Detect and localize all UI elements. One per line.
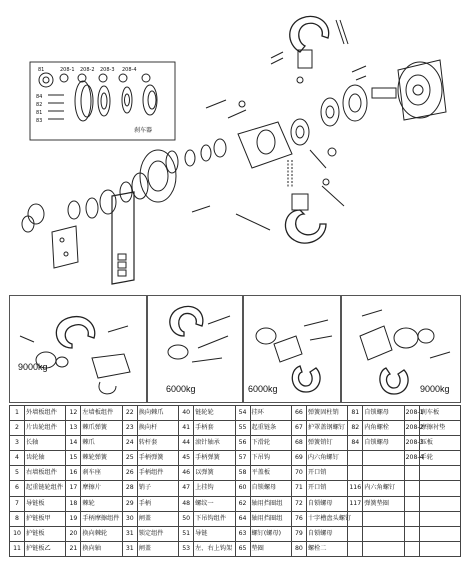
part-number-cell: 1 (10, 406, 25, 421)
part-number-cell (404, 511, 419, 526)
part-number-cell: 55 (235, 421, 250, 436)
part-name-cell: 轴用挡圈组 (250, 496, 291, 511)
part-number-cell: 8 (10, 511, 25, 526)
part-number-cell (348, 466, 363, 481)
svg-text:208-4: 208-4 (122, 67, 137, 73)
part-number-cell: 15 (66, 451, 81, 466)
part-name-cell: 换向轴 (81, 541, 122, 556)
part-name-cell: 手柄套 (194, 421, 235, 436)
part-name-cell: 挂环 (250, 406, 291, 421)
part-name-cell: 链轮轮 (194, 406, 235, 421)
part-name-cell (363, 511, 404, 526)
part-number-cell: 66 (291, 406, 306, 421)
part-name-cell: 内六角螺钉 (363, 481, 404, 496)
svg-text:81: 81 (38, 67, 45, 73)
part-number-cell: 72 (291, 496, 306, 511)
part-name-cell: 刹车座 (81, 466, 122, 481)
part-number-cell (404, 466, 419, 481)
svg-text:208-1: 208-1 (60, 67, 75, 73)
part-number-cell: 208-1 (404, 406, 419, 421)
table-row (10, 466, 461, 481)
part-name-cell: 螺纹一 (194, 496, 235, 511)
part-number-cell: 5 (10, 466, 25, 481)
part-name-cell: 滚针轴承 (194, 436, 235, 451)
part-name-cell: 护链板甲 (25, 511, 66, 526)
part-name-cell: 左墙板组件 (81, 406, 122, 421)
part-number-cell: 44 (179, 436, 194, 451)
part-name-cell: 起重链轮组件 (25, 481, 66, 496)
part-number-cell (404, 526, 419, 541)
part-number-cell: 41 (179, 421, 194, 436)
part-name-cell: 手柄弹簧 (194, 451, 235, 466)
part-name-cell (363, 451, 404, 466)
table-row (10, 421, 461, 436)
part-name-cell: 垫圈 (250, 541, 291, 556)
svg-text:208-3: 208-3 (100, 67, 115, 73)
part-name-cell: 摩擦衬垫 (419, 421, 460, 436)
part-name-cell: 自锁螺母 (363, 406, 404, 421)
part-number-cell: 208-2 (404, 421, 419, 436)
part-name-cell: 护罩盖钢螺钉 (306, 421, 347, 436)
part-number-cell: 57 (235, 451, 250, 466)
part-number-cell: 84 (348, 436, 363, 451)
svg-text:82: 82 (36, 102, 43, 108)
table-row (10, 481, 461, 496)
part-name-cell: 换向杆 (137, 421, 178, 436)
svg-text:81: 81 (36, 110, 43, 116)
part-name-cell: 十字槽盘头螺钉 (306, 511, 347, 526)
part-name-cell: 外墙板组件 (25, 406, 66, 421)
table-row (10, 511, 461, 526)
part-number-cell: 208-3 (404, 436, 419, 451)
part-number-cell: 11 (10, 541, 25, 556)
part-number-cell (348, 541, 363, 556)
parts-table-body (10, 406, 461, 557)
part-number-cell: 29 (122, 496, 137, 511)
part-number-cell: 45 (179, 451, 194, 466)
part-number-cell (404, 496, 419, 511)
part-number-cell: 64 (235, 511, 250, 526)
part-number-cell: 24 (122, 436, 137, 451)
part-name-cell: 棘爪弹簧 (81, 421, 122, 436)
part-number-cell: 12 (66, 406, 81, 421)
table-row (10, 541, 461, 556)
part-number-cell: 60 (235, 481, 250, 496)
part-name-cell: 换向棘轮 (81, 526, 122, 541)
part-name-cell (419, 481, 460, 496)
part-name-cell: 平盖板 (250, 466, 291, 481)
part-name-cell: 自锁螺母 (306, 526, 347, 541)
brake-label: 刹车器 (134, 127, 153, 134)
part-name-cell: 护链板 (25, 526, 66, 541)
part-number-cell: 46 (179, 466, 194, 481)
part-name-cell: 压板 (419, 436, 460, 451)
part-name-cell: 锁定组件 (137, 526, 178, 541)
part-number-cell: 31 (122, 541, 137, 556)
part-name-cell: 手柄弹簧 (137, 451, 178, 466)
part-number-cell: 6 (10, 481, 25, 496)
part-number-cell: 4 (10, 451, 25, 466)
part-name-cell (419, 541, 460, 556)
part-number-cell: 58 (235, 466, 250, 481)
part-name-cell: 内角螺栓 (363, 421, 404, 436)
part-number-cell: 10 (10, 526, 25, 541)
part-name-cell: 下滑轮 (250, 436, 291, 451)
part-number-cell: 47 (179, 481, 194, 496)
parts-table (9, 405, 461, 557)
part-number-cell: 25 (122, 451, 137, 466)
part-number-cell: 81 (348, 406, 363, 421)
part-name-cell: 开口销 (306, 481, 347, 496)
part-number-cell: 69 (291, 451, 306, 466)
svg-text:84: 84 (36, 94, 43, 100)
part-name-cell: 手柄组件 (137, 466, 178, 481)
part-number-cell (404, 481, 419, 496)
variant-panel-1 (9, 295, 147, 403)
part-name-cell: 导链 (194, 526, 235, 541)
part-number-cell: 54 (235, 406, 250, 421)
variant-2-capacity: 6000kg (166, 384, 196, 394)
part-number-cell: 50 (179, 511, 194, 526)
variant-1-drawing (10, 296, 146, 402)
part-number-cell: 22 (122, 406, 137, 421)
part-name-cell: 右墙板组件 (25, 466, 66, 481)
part-name-cell (363, 466, 404, 481)
part-name-cell: 上挂钩 (194, 481, 235, 496)
part-number-cell: 26 (122, 466, 137, 481)
part-name-cell: 导链板 (25, 496, 66, 511)
part-name-cell: 换向棘爪 (137, 406, 178, 421)
part-number-cell: 67 (291, 421, 306, 436)
part-number-cell: 23 (122, 421, 137, 436)
part-name-cell: 内六角螺钉 (306, 451, 347, 466)
part-name-cell: 螺栓二 (306, 541, 347, 556)
part-number-cell: 79 (291, 526, 306, 541)
part-number-cell: 19 (66, 511, 81, 526)
part-name-cell (419, 466, 460, 481)
part-number-cell: 71 (291, 481, 306, 496)
part-name-cell (419, 526, 460, 541)
part-name-cell: 手轮 (419, 451, 460, 466)
part-name-cell: 长轴 (25, 436, 66, 451)
part-name-cell: 自锁螺母 (363, 436, 404, 451)
variant-panel-3 (243, 295, 341, 403)
part-name-cell: 自锁螺母 (306, 496, 347, 511)
variant-4-capacity: 9000kg (420, 384, 450, 394)
part-name-cell (419, 496, 460, 511)
part-number-cell (348, 451, 363, 466)
part-number-cell: 7 (10, 496, 25, 511)
table-row (10, 496, 461, 511)
part-name-cell: 摩擦片 (81, 481, 122, 496)
part-name-cell: 棘爪 (81, 436, 122, 451)
part-number-cell: 40 (179, 406, 194, 421)
part-number-cell (404, 541, 419, 556)
variant-1-capacity: 9000kg (18, 362, 48, 372)
table-row (10, 451, 461, 466)
part-name-cell: 以弹簧 (194, 466, 235, 481)
part-name-cell: 销子 (137, 481, 178, 496)
part-name-cell (419, 511, 460, 526)
part-name-cell: 转杆套 (137, 436, 178, 451)
part-number-cell: 30 (122, 511, 137, 526)
part-name-cell: 自锁螺母 (250, 481, 291, 496)
part-name-cell: 螺钉(螺母) (250, 526, 291, 541)
part-number-cell: 80 (291, 541, 306, 556)
part-number-cell: 116 (348, 481, 363, 496)
part-number-cell: 65 (235, 541, 250, 556)
part-number-cell: 14 (66, 436, 81, 451)
part-name-cell: 刹车板 (419, 406, 460, 421)
part-number-cell: 68 (291, 436, 306, 451)
part-number-cell: 53 (179, 541, 194, 556)
part-name-cell: 片齿轮组件 (25, 421, 66, 436)
part-number-cell: 17 (66, 481, 81, 496)
variant-panel-4 (341, 295, 461, 403)
part-number-cell: 62 (235, 496, 250, 511)
part-number-cell: 48 (179, 496, 194, 511)
part-number-cell: 16 (66, 466, 81, 481)
svg-text:83: 83 (36, 118, 43, 124)
part-name-cell: 棘轮弹簧 (81, 451, 122, 466)
part-number-cell: 28 (122, 481, 137, 496)
table-row (10, 526, 461, 541)
part-name-cell: 护链板乙 (25, 541, 66, 556)
svg-text:208-2: 208-2 (80, 67, 95, 73)
part-number-cell: 31 (122, 526, 137, 541)
part-name-cell: 起重链条 (250, 421, 291, 436)
part-name-cell: 下吊钩 (250, 451, 291, 466)
part-name-cell: 弹簧固柱销 (306, 406, 347, 421)
part-name-cell: 开口销 (306, 466, 347, 481)
part-number-cell (348, 526, 363, 541)
part-number-cell: 82 (348, 421, 363, 436)
part-number-cell: 63 (235, 526, 250, 541)
part-name-cell (363, 541, 404, 556)
part-number-cell: 20 (66, 526, 81, 541)
table-row (10, 406, 461, 421)
part-number-cell: 56 (235, 436, 250, 451)
part-name-cell: 手柄摩擦组件 (81, 511, 122, 526)
part-number-cell: 76 (291, 511, 306, 526)
part-number-cell: 2 (10, 421, 25, 436)
part-name-cell: 轴用挡圈组 (250, 511, 291, 526)
part-number-cell: 117 (348, 496, 363, 511)
part-number-cell: 18 (66, 496, 81, 511)
part-name-cell: 下吊钩组件 (194, 511, 235, 526)
part-name-cell: 闸盖 (137, 541, 178, 556)
part-name-cell: 齿轮轴 (25, 451, 66, 466)
part-number-cell: 70 (291, 466, 306, 481)
part-name-cell (363, 526, 404, 541)
part-number-cell: 21 (66, 541, 81, 556)
part-name-cell: 手柄 (137, 496, 178, 511)
part-name-cell: 弹簧垫圈 (363, 496, 404, 511)
variant-panel-2 (147, 295, 243, 403)
table-row (10, 436, 461, 451)
part-name-cell: 棘轮 (81, 496, 122, 511)
part-number-cell: 13 (66, 421, 81, 436)
part-number-cell: 51 (179, 526, 194, 541)
part-number-cell: 208-4 (404, 451, 419, 466)
part-number-cell: 3 (10, 436, 25, 451)
part-name-cell: 闸盖 (137, 511, 178, 526)
variant-3-capacity: 6000kg (248, 384, 278, 394)
part-name-cell: 左、右上钩架 (194, 541, 235, 556)
part-name-cell: 弹簧销钉 (306, 436, 347, 451)
